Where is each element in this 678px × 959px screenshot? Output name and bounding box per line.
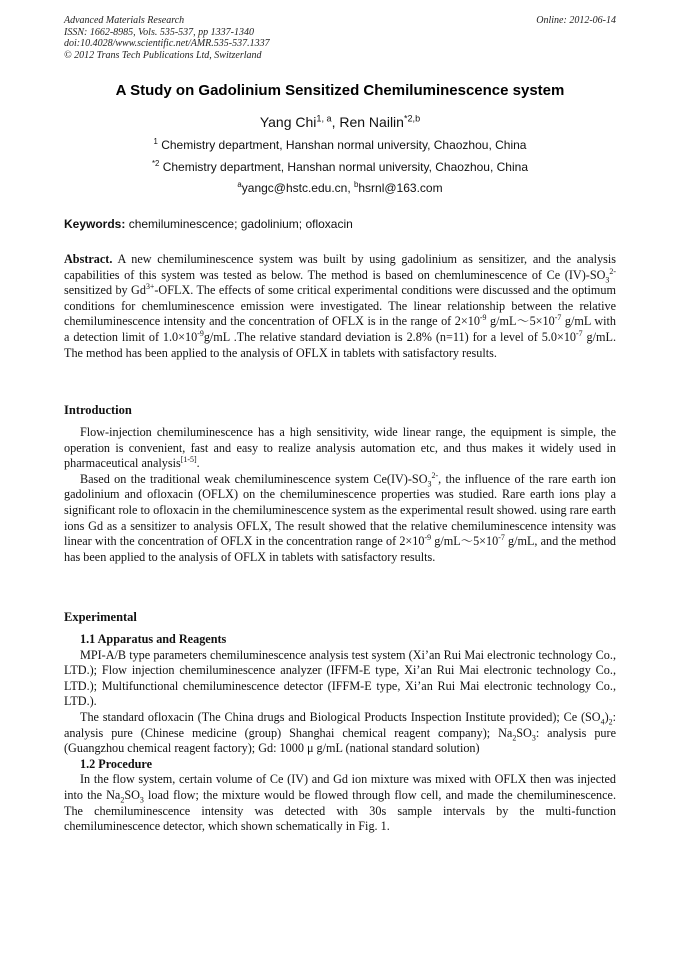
exp-text: The standard ofloxacin (The China drugs and Biological Products Inspection Institute provided); Ce (SO (80, 709, 601, 724)
abstract-sup: 2- (609, 266, 616, 276)
abstract-sub: 3 (605, 275, 610, 285)
affiliation-2-sup: *2 (152, 159, 160, 168)
author-2-sup: *2,b (403, 113, 421, 124)
experimental-paragraph-1: MPI-A/B type parameters chemiluminescence analysis test system (Xi’an Rui Mai electronic technology Co., LTD.); Flow injection chemiluminescence analyzer (IFFM-E type, Xi’an Rui Mai electronic technology Co., LTD.); Multifunctional chemiluminescence detector (IFFM-E type, Xi’an Rui Mai electronic technology Co., LTD.). (64, 647, 616, 709)
doi-line: doi:10.4028/www.scientific.net/AMR.535-537.1337 (64, 38, 270, 50)
exp-sub: 2 (512, 733, 517, 742)
abstract-sup: -7 (554, 313, 562, 323)
email-b-sup: b (354, 180, 359, 189)
author-separator: , (331, 114, 340, 130)
abstract-text: A new chemiluminescence system was built by using gadolinium as sensitizer, and the analysis capabilities of this system was tested as below. The method is based on chemluminescence of Ce (IV)-SO (64, 252, 616, 282)
intro-text: Based on the traditional weak chemiluminescence system Ce(IV)-SO (80, 471, 428, 486)
abstract-sup: -9 (479, 313, 487, 323)
affiliation-1 (64, 138, 616, 152)
introduction-paragraph-2 (64, 472, 616, 566)
author-1-sup: 1, a (316, 113, 332, 124)
email-a[interactable]: yangc@hstc.edu.cn, (241, 181, 355, 195)
online-date: Online: 2012-06-14 (536, 15, 616, 26)
email-line (64, 181, 616, 195)
abstract-text: -OFLX. The effects of some critical experimental conditions were discussed and the optimum conditions for chemluminescence emission were investigated. The linear relationship between the relative chemiluminescence intensity and the concentration of OFLX is in the range of 2×10 (64, 283, 616, 329)
exp-text: SO (124, 787, 140, 802)
abstract-text: sensitized by Gd (64, 283, 146, 298)
intro-sub: 3 (427, 479, 432, 489)
copyright-line: © 2012 Trans Tech Publications Ltd, Switzerland (64, 49, 262, 61)
abstract-paragraph (64, 252, 616, 361)
paper-title: A Study on Gadolinium Sensitized Chemiluminescence system (115, 82, 565, 99)
exp-text: SO (516, 725, 532, 740)
subsection-heading-1-2: 1.2 Procedure (80, 756, 152, 771)
intro-text: g/mL, and the method has been applied to the analysis of OFLX in tablets with satisfactory results. (64, 534, 617, 564)
exp-text: load flow; the mixture would be flowed through flow cell, and made the chemiluminescence. The chemiluminescence intensity was detected with 30s sample intervals by the multi-function chemiluminescence detector, which shown schematically in Fig. 1. (64, 787, 616, 834)
exp-sub: 3 (139, 795, 144, 805)
author-line (64, 114, 616, 130)
intro-sup: -9 (424, 533, 432, 543)
email-b[interactable]: hsrnl@163.com (358, 181, 443, 195)
exp-text: : analysis pure (Guangzhou chemical reagent factory); Gd: 1000 μ g/mL (national standard solution) (64, 725, 616, 756)
intro-sup: 2- (431, 470, 439, 480)
abstract (64, 252, 616, 361)
author-1-name: Yang Chi (259, 114, 317, 130)
introduction-body (64, 425, 616, 565)
affiliation-2 (64, 160, 616, 174)
journal-name: Advanced Materials Research (64, 15, 185, 26)
experimental-body (64, 632, 616, 835)
intro-sup: -7 (498, 533, 505, 543)
email-a-sup: a (237, 180, 242, 189)
subsection-heading-1-1: 1.1 Apparatus and Reagents (80, 632, 227, 646)
exp-text: : analysis pure (Chinese medicine (group) Shanghai chemical reagent company); Na (64, 709, 616, 740)
keywords-line (64, 217, 616, 231)
introduction-paragraph-1 (64, 425, 616, 472)
abstract-sup: -7 (576, 328, 583, 338)
abstract-text: g/mL .The relative standard deviation is 2.8% (n=11) for a level of 5.0×10 (203, 329, 577, 344)
experimental-heading: Experimental (64, 610, 137, 624)
exp-text: ) (604, 709, 609, 724)
intro-text: Flow-injection chemiluminescence has a high sensitivity, wide linear range, the equipment is simple, the operation is convenient, fast and easy to realize analysis automation etc, and thus makes it widely used in pharmaceutical analysis (64, 425, 616, 471)
keywords-text: chemiluminescence; gadolinium; ofloxacin (125, 217, 353, 231)
exp-sub: 3 (531, 733, 536, 742)
abstract-sup: -9 (197, 328, 204, 338)
intro-text: , the influence of the rare earth ion gadolinium and ofloxacin (OFLX) on the chemiluminescence properties was studied. Rare earth ions play a significant role to ofloxacin in the chemiluminescence system as the experimental result showed. using rare earth ions Gd as a sensitizer to analysis OFLX, The result showed that the relative chemiluminescence intensity was linear with the concentration of OFLX in the concentration range of 2×10 (64, 471, 617, 549)
experimental-paragraph-3 (64, 772, 616, 834)
abstract-text: g/mL. The method has been applied to the analysis of OFLX in tablets with satisfactory results. (64, 329, 616, 360)
intro-text: g/mL～5×10 (431, 534, 499, 549)
affiliation-1-sup: 1 (153, 137, 158, 146)
issn-line: ISSN: 1662-8985, Vols. 535-537, pp 1337-1340 (64, 26, 254, 38)
citation-ref[interactable]: [1-5] (180, 455, 197, 465)
exp-sub: 4 (600, 717, 605, 727)
affiliation-2-text: Chemistry department, Hanshan normal university, Chaozhou, China (159, 160, 528, 174)
author-2-name: Ren Nailin (339, 114, 404, 130)
exp-text: In the flow system, certain volume of Ce (IV) and Gd ion mixture was mixed with OFLX then was injected into the Na (64, 772, 616, 802)
affiliation-1-text: Chemistry department, Hanshan normal university, Chaozhou, China (157, 138, 527, 152)
abstract-sup: 3+ (145, 282, 155, 292)
keywords-label: Keywords: (64, 217, 126, 231)
exp-sub: 2 (608, 717, 613, 727)
experimental-paragraph-2 (64, 710, 616, 757)
abstract-label: Abstract. (64, 252, 113, 266)
abstract-text: g/mL～5×10 (486, 314, 555, 329)
abstract-text: g/mL with a detection limit of 1.0×10 (64, 314, 616, 344)
intro-text: . (196, 456, 200, 471)
introduction-heading: Introduction (64, 403, 132, 417)
journal-header (64, 15, 616, 61)
exp-sub: 2 (120, 795, 125, 805)
